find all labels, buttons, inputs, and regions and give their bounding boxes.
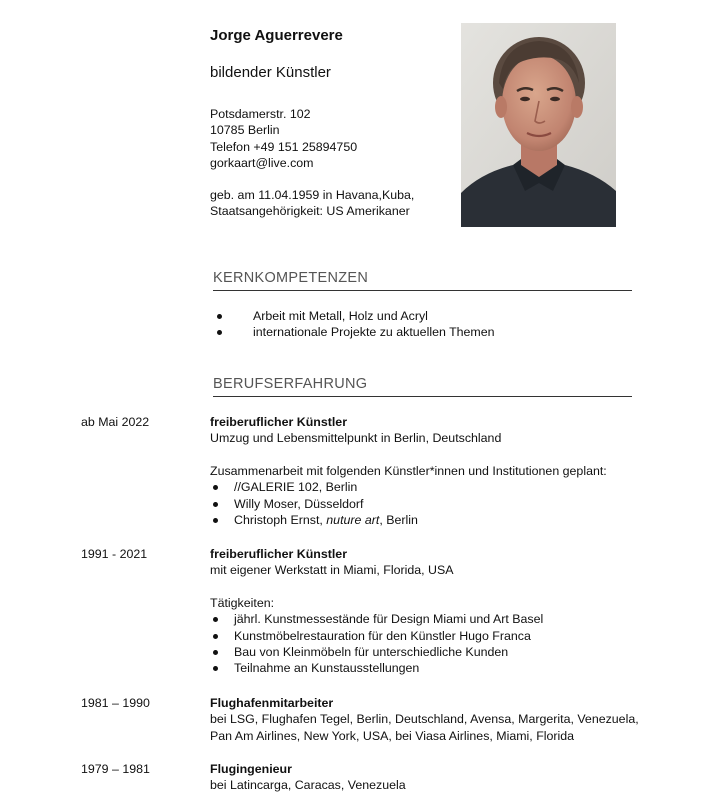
entry-title: freiberuflicher Künstler <box>210 415 348 429</box>
portrait-photo <box>461 23 616 227</box>
list-item: //GALERIE 102, Berlin <box>210 479 607 495</box>
bullet-icon <box>213 485 218 490</box>
entry-date: 1979 – 1981 <box>81 762 150 776</box>
entry-date: ab Mai 2022 <box>81 415 150 429</box>
entry-intro: Zusammenarbeit mit folgenden Künstler*innen und Institutionen geplant: <box>210 463 607 478</box>
list-item: jährl. Kunstmessestände für Design Miami und Art Basel <box>210 611 543 627</box>
list-item: Bau von Kleinmöbeln für unterschiedliche Kunden <box>210 644 543 660</box>
birth-info: geb. am 11.04.1959 in Havana,Kuba, <box>210 188 415 202</box>
competence-list <box>213 308 495 341</box>
entry-title: Flughafenmitarbeiter <box>210 696 334 710</box>
entry-line: Umzug und Lebensmittelpunkt in Berlin, Deutschland <box>210 431 502 446</box>
list-item: Teilnahme an Kunstausstellungen <box>210 660 543 676</box>
entry-title: freiberuflicher Künstler <box>210 547 348 561</box>
nationality: Staatsangehörigkeit: US Amerikaner <box>210 204 410 219</box>
list-item: Kunstmöbelrestauration für den Künstler Hugo Franca <box>210 628 543 644</box>
birth-block <box>210 187 414 220</box>
entry-line: Pan Am Airlines, New York, USA, bei Viasa Airlines, Miami, Florida <box>210 728 575 743</box>
bullet-icon <box>213 502 218 507</box>
bullet-icon <box>213 617 218 622</box>
address-street: Potsdamerstr. 102 <box>210 107 311 121</box>
bullet-icon <box>217 330 222 335</box>
entry-line: mit eigener Werkstatt in Miami, Florida, USA <box>210 563 454 578</box>
experience-entry <box>210 695 639 744</box>
contact-block <box>210 106 357 172</box>
bullet-icon <box>213 518 218 523</box>
bullet-icon <box>213 666 218 671</box>
entry-title: Flugingenieur <box>210 762 292 776</box>
entry-date: 1981 – 1990 <box>81 696 150 710</box>
list-item: Christoph Ernst, nuture art, Berlin <box>210 512 607 528</box>
collaboration-list <box>210 479 607 528</box>
list-item: Arbeit mit Metall, Holz und Acryl <box>213 308 495 324</box>
entry-line: bei LSG, Flughafen Tegel, Berlin, Deutschland, Avensa, Margerita, Venezuela, <box>210 712 639 727</box>
profession-title: bildender Künstler <box>210 64 331 81</box>
person-name: Jorge Aguerrevere <box>210 27 343 44</box>
phone-number: Telefon +49 151 25894750 <box>210 139 358 154</box>
activity-list <box>210 611 543 677</box>
experience-entry <box>210 414 607 528</box>
experience-entry <box>210 546 543 677</box>
experience-entry <box>210 761 406 794</box>
address-city: 10785 Berlin <box>210 123 280 138</box>
email-address: gorkaart@live.com <box>210 156 314 171</box>
section-heading-berufserfahrung: BERUFSERFAHRUNG <box>213 374 632 397</box>
bullet-icon <box>217 314 222 319</box>
bullet-icon <box>213 634 218 639</box>
entry-date: 1991 - 2021 <box>81 547 148 561</box>
section-heading-kernkompetenzen: KERNKOMPETENZEN <box>213 268 632 291</box>
bullet-icon <box>213 650 218 655</box>
entry-intro: Tätigkeiten: <box>210 595 275 610</box>
list-item: internationale Projekte zu aktuellen Themen <box>213 324 495 340</box>
list-item: Willy Moser, Düsseldorf <box>210 496 607 512</box>
entry-line: bei Latincarga, Caracas, Venezuela <box>210 778 406 793</box>
